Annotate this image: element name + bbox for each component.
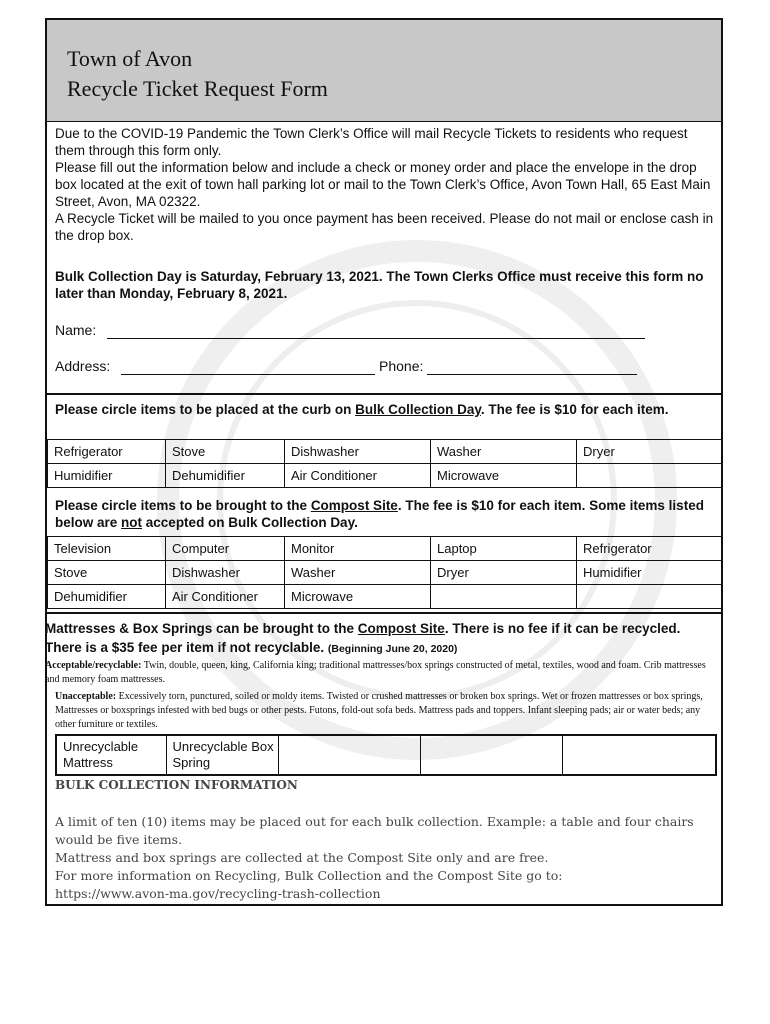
compost-heading-site: Compost Site <box>310 498 398 513</box>
bulk-info-url[interactable]: https://www.avon-ma.gov/recycling-trash-collection <box>55 886 381 901</box>
curb-heading <box>55 401 715 418</box>
table-row <box>48 440 723 464</box>
curb-item[interactable]: Stove <box>166 440 285 464</box>
mattress-section-divider <box>47 612 721 614</box>
acceptable-label: Acceptable/recyclable: <box>45 660 142 671</box>
curb-item[interactable]: Refrigerator <box>48 440 166 464</box>
compost-item[interactable] <box>431 585 577 609</box>
compost-item[interactable]: Humidifier <box>577 561 723 585</box>
curb-item[interactable]: Dryer <box>577 440 723 464</box>
form-header <box>47 20 721 122</box>
mattress-item[interactable] <box>420 735 562 775</box>
mattress-heading <box>45 619 715 659</box>
recycle-ticket-form <box>45 18 723 906</box>
header-town: Town of Avon <box>67 46 193 71</box>
curb-item[interactable]: Washer <box>431 440 577 464</box>
curb-section-divider <box>47 393 721 395</box>
mattress-heading-text: Mattresses & Box Springs can be brought to the <box>45 621 358 636</box>
compost-item[interactable]: Television <box>48 537 166 561</box>
table-row <box>48 464 723 488</box>
compost-items-table <box>47 536 723 609</box>
curb-items-table <box>47 439 723 488</box>
curb-heading-fee: . The fee is $10 for each item. <box>480 402 669 417</box>
compost-item[interactable]: Washer <box>285 561 431 585</box>
curb-item[interactable]: Air Conditioner <box>285 464 431 488</box>
compost-heading <box>55 497 715 531</box>
curb-item[interactable]: Dehumidifier <box>166 464 285 488</box>
intro-paragraph-2: Please fill out the information below and include a check or money order and place the envelope in the drop box located at the exit of town hall parking lot or mail to the Town Clerk’s Office, Avon Town Hall, 65 East Main Street, Avon, MA 02322. <box>55 160 711 209</box>
acceptable-description: Twin, double, queen, king, California king; traditional mattresses/box springs constructed of metal, textiles, wood and foam. Crib mattresses and memory foam mattresses. <box>45 660 706 685</box>
bulk-info-body <box>55 813 711 903</box>
compost-heading-end: accepted on Bulk Collection Day. <box>142 515 358 530</box>
header-form-title: Recycle Ticket Request Form <box>67 76 328 101</box>
bulk-info-more: For more information on Recycling, Bulk Collection and the Compost Site go to: <box>55 868 563 883</box>
compost-heading-text: Please circle items to be brought to the <box>55 498 311 513</box>
compost-item[interactable]: Computer <box>166 537 285 561</box>
bulk-info-mattress: Mattress and box springs are collected at the Compost Site only and are free. <box>55 850 549 865</box>
compost-item[interactable]: Dishwasher <box>166 561 285 585</box>
curb-heading-text: Please circle items to be placed at the curb on <box>55 402 356 417</box>
curb-item[interactable]: Dishwasher <box>285 440 431 464</box>
mattress-item[interactable]: Unrecyclable Box Spring <box>166 735 278 775</box>
bulk-collection-day-notice: Bulk Collection Day is Saturday, February 13, 2021. The Town Clerks Office must receive this form no later than Monday, February 8, 2021. <box>55 269 704 301</box>
address-field[interactable] <box>121 374 375 375</box>
unacceptable-text <box>55 690 717 732</box>
intro-text <box>55 125 717 244</box>
phone-field[interactable] <box>427 374 637 375</box>
compost-item[interactable]: Dryer <box>431 561 577 585</box>
table-row <box>48 561 723 585</box>
acceptable-text <box>45 659 717 687</box>
mattress-item[interactable] <box>278 735 420 775</box>
curb-item[interactable]: Microwave <box>431 464 577 488</box>
curb-item[interactable]: Humidifier <box>48 464 166 488</box>
intro-paragraph-1: Due to the COVID-19 Pandemic the Town Clerk’s Office will mail Recycle Tickets to residents who request them through this form only. <box>55 126 688 158</box>
mattress-items-table <box>55 734 717 776</box>
compost-item[interactable]: Air Conditioner <box>166 585 285 609</box>
bulk-info-limit: A limit of ten (10) items may be placed out for each bulk collection. Example: a table and four chairs would be five items. <box>55 814 694 847</box>
mattress-heading-fee: . There is no fee if it can be recycled. There is a $35 fee per item if not recyclable. <box>45 621 681 655</box>
intro-paragraph-3: A Recycle Ticket will be mailed to you once payment has been received. Please do not mail or enclose cash in the drop box. <box>55 211 714 243</box>
compost-heading-fee: . The fee is $10 for each item. Some items listed below are <box>55 498 704 530</box>
phone-label: Phone: <box>379 358 424 374</box>
table-row <box>48 585 723 609</box>
compost-item[interactable]: Monitor <box>285 537 431 561</box>
curb-item[interactable] <box>577 464 723 488</box>
mattress-heading-site: Compost Site <box>357 621 445 636</box>
unacceptable-label: Unacceptable: <box>55 691 117 702</box>
mattress-heading-date: (Beginning June 20, 2020) <box>327 643 458 655</box>
unacceptable-description: Excessively torn, punctured, soiled or moldy items. Twisted or crushed mattresses or broken box springs. Wet or frozen mattresses or box springs, Mattresses or boxsprings infested with bed bugs or other pests. Futons, fold-out sofa beds. Mattress pads and toppers. Infant sleeping pads; air or water beds; any other furniture or textiles. <box>55 691 703 730</box>
mattress-item[interactable] <box>562 735 716 775</box>
table-row <box>48 537 723 561</box>
compost-item[interactable] <box>577 585 723 609</box>
compost-item[interactable]: Laptop <box>431 537 577 561</box>
name-field[interactable] <box>107 338 645 339</box>
bulk-info-heading: BULK COLLECTION INFORMATION <box>55 778 298 792</box>
compost-item[interactable]: Stove <box>48 561 166 585</box>
compost-item[interactable]: Refrigerator <box>577 537 723 561</box>
address-label: Address: <box>55 358 111 374</box>
name-label: Name: <box>55 322 97 338</box>
table-row <box>56 735 716 775</box>
curb-heading-bulk-day: Bulk Collection Day <box>355 402 481 417</box>
compost-heading-not: not <box>121 515 143 530</box>
mattress-item[interactable]: Unrecyclable Mattress <box>56 735 166 775</box>
compost-item[interactable]: Microwave <box>285 585 431 609</box>
compost-item[interactable]: Dehumidifier <box>48 585 166 609</box>
